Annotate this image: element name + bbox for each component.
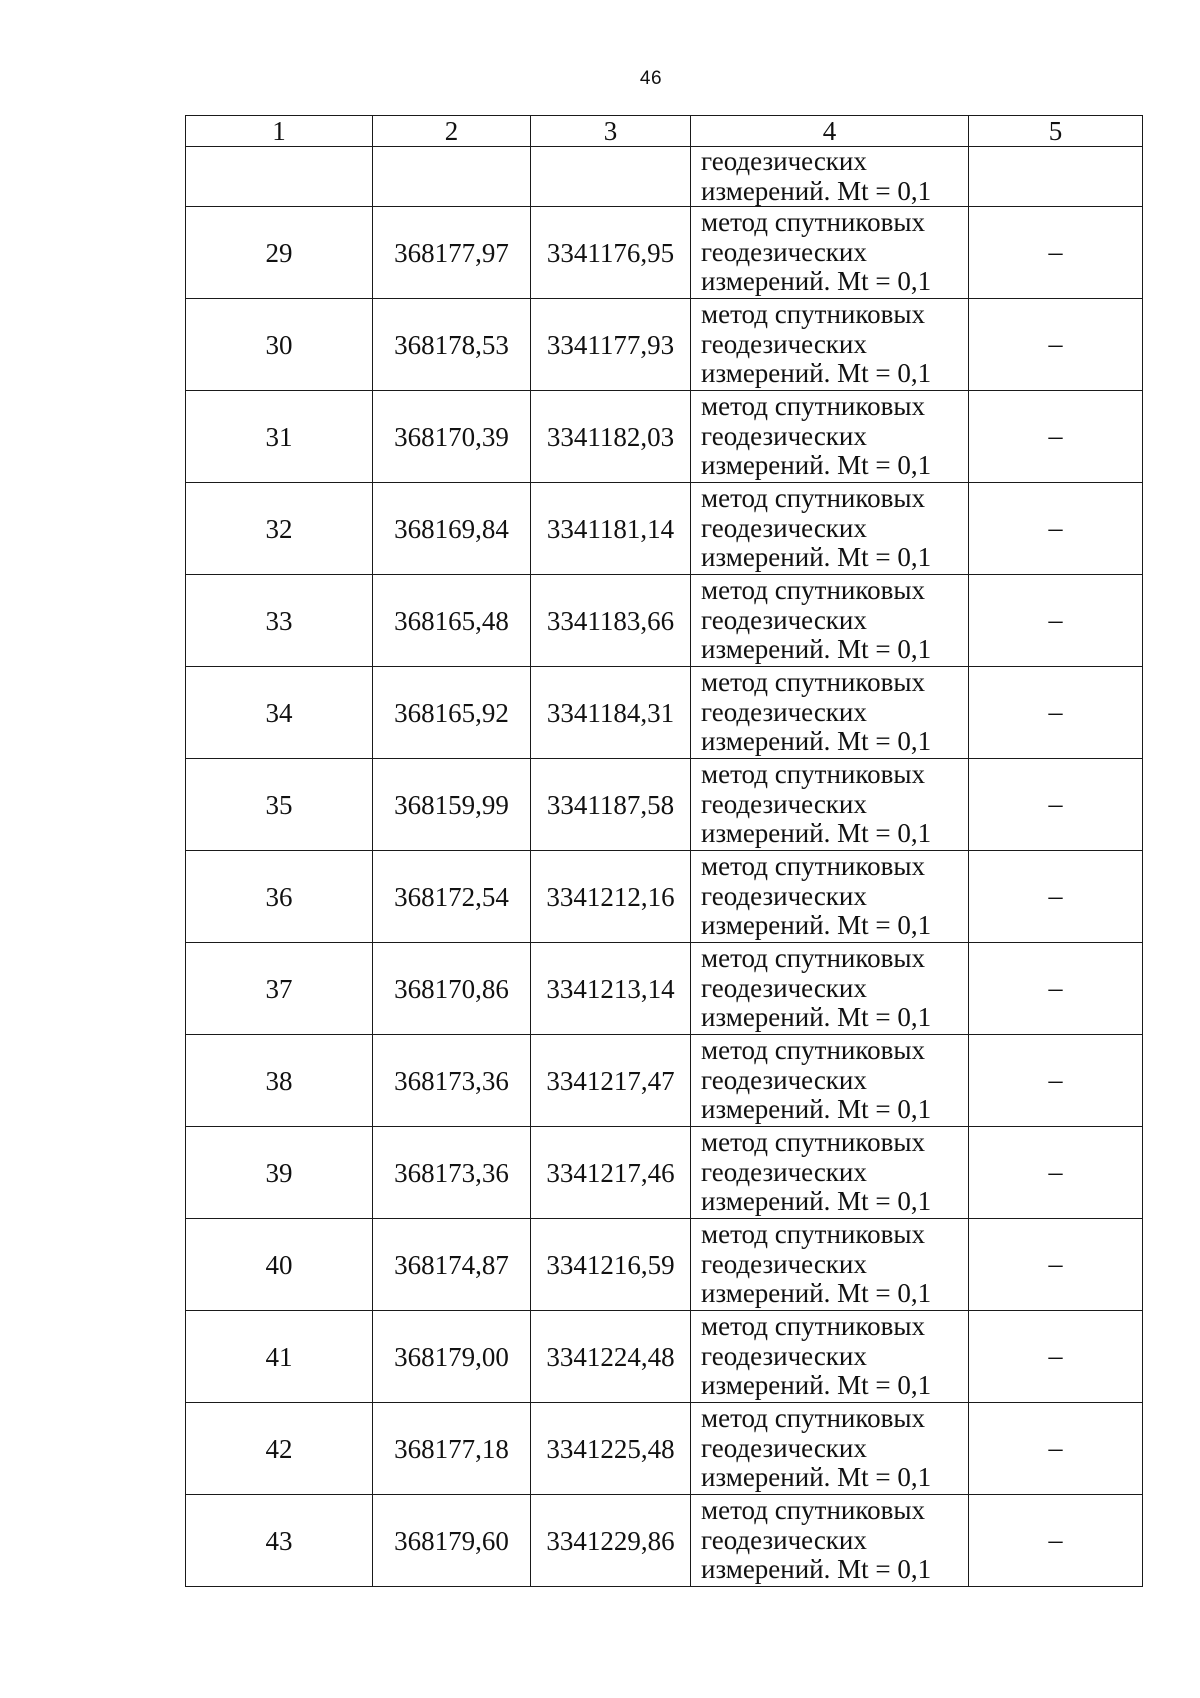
method-line: геодезических — [701, 1156, 867, 1187]
coordinates-table — [185, 115, 1143, 1587]
x-coordinate-cell: 368170,86 — [373, 943, 531, 1035]
method-line: измерений. Mt = 0,1 — [701, 450, 932, 481]
point-number-cell: 35 — [186, 759, 373, 851]
method-line: геодезических — [701, 604, 867, 635]
header-cell-col-3: 3 — [531, 116, 691, 147]
method-line: метод спутниковых — [701, 667, 925, 698]
note-cell: – — [969, 1127, 1143, 1219]
point-number-cell: 38 — [186, 1035, 373, 1127]
y-coordinate-cell: 3341176,95 — [531, 207, 691, 299]
x-coordinate-cell: 368165,48 — [373, 575, 531, 667]
note-cell: – — [969, 1219, 1143, 1311]
y-coordinate-cell: 3341224,48 — [531, 1311, 691, 1403]
method-line: измерений. Mt = 0,1 — [701, 726, 932, 757]
method-line: геодезических — [701, 1248, 867, 1279]
continuation-num-cell — [186, 147, 373, 207]
note-cell: – — [969, 1403, 1143, 1495]
note-cell: – — [969, 1495, 1143, 1587]
method-cell — [691, 1035, 969, 1127]
method-line: измерений. Mt = 0,1 — [701, 1370, 932, 1401]
point-number-cell: 39 — [186, 1127, 373, 1219]
x-coordinate-cell: 368159,99 — [373, 759, 531, 851]
method-line: геодезических — [701, 512, 867, 543]
note-cell: – — [969, 391, 1143, 483]
method-line: геодезических — [701, 696, 867, 727]
note-cell: – — [969, 851, 1143, 943]
method-line: геодезических — [701, 788, 867, 819]
method-line: геодезических — [701, 972, 867, 1003]
method-line: измерений. Mt = 0,1 — [701, 818, 932, 849]
method-line: измерений. Mt = 0,1 — [701, 542, 932, 573]
point-number-cell: 29 — [186, 207, 373, 299]
method-line: геодезических — [701, 328, 867, 359]
method-line: измерений. Mt = 0,1 — [701, 1554, 932, 1585]
method-line: геодезических — [701, 236, 867, 267]
header-cell-col-2: 2 — [373, 116, 531, 147]
method-line: геодезических — [701, 420, 867, 451]
y-coordinate-cell: 3341217,46 — [531, 1127, 691, 1219]
method-cell — [691, 1127, 969, 1219]
method-line: измерений. Mt = 0,1 — [701, 1278, 932, 1309]
method-line: метод спутниковых — [701, 1403, 925, 1434]
method-line: геодезических — [701, 146, 867, 176]
method-line: метод спутниковых — [701, 1311, 925, 1342]
method-line: метод спутниковых — [701, 207, 925, 238]
y-coordinate-cell: 3341187,58 — [531, 759, 691, 851]
method-cell — [691, 483, 969, 575]
method-line: метод спутниковых — [701, 943, 925, 974]
method-line: измерений. Mt = 0,1 — [701, 175, 932, 206]
x-coordinate-cell: 368170,39 — [373, 391, 531, 483]
point-number-cell: 40 — [186, 1219, 373, 1311]
point-number-cell: 32 — [186, 483, 373, 575]
point-number-cell: 37 — [186, 943, 373, 1035]
table-row — [186, 1495, 1143, 1587]
y-coordinate-cell: 3341181,14 — [531, 483, 691, 575]
method-line: измерений. Mt = 0,1 — [701, 1002, 932, 1033]
table-row — [186, 1127, 1143, 1219]
note-cell: – — [969, 1311, 1143, 1403]
method-line: измерений. Mt = 0,1 — [701, 1462, 932, 1493]
note-cell: – — [969, 207, 1143, 299]
method-line: измерений. Mt = 0,1 — [701, 634, 932, 665]
table-row — [186, 1035, 1143, 1127]
table-row — [186, 483, 1143, 575]
note-cell: – — [969, 575, 1143, 667]
table-row — [186, 943, 1143, 1035]
method-line: измерений. Mt = 0,1 — [701, 1094, 932, 1125]
method-line: метод спутниковых — [701, 1219, 925, 1250]
method-line: метод спутниковых — [701, 575, 925, 606]
continuation-x-cell — [373, 147, 531, 207]
point-number-cell: 33 — [186, 575, 373, 667]
method-line: метод спутниковых — [701, 851, 925, 882]
y-coordinate-cell: 3341212,16 — [531, 851, 691, 943]
x-coordinate-cell: 368173,36 — [373, 1127, 531, 1219]
x-coordinate-cell: 368169,84 — [373, 483, 531, 575]
x-coordinate-cell: 368179,60 — [373, 1495, 531, 1587]
header-cell-col-5: 5 — [969, 116, 1143, 147]
note-cell: – — [969, 759, 1143, 851]
y-coordinate-cell: 3341217,47 — [531, 1035, 691, 1127]
table-header-row — [186, 116, 1143, 147]
method-line: метод спутниковых — [701, 759, 925, 790]
page-number: 46 — [639, 68, 663, 89]
table-row — [186, 1311, 1143, 1403]
method-line: метод спутниковых — [701, 483, 925, 514]
x-coordinate-cell: 368174,87 — [373, 1219, 531, 1311]
method-cell — [691, 575, 969, 667]
method-cell — [691, 667, 969, 759]
x-coordinate-cell: 368165,92 — [373, 667, 531, 759]
method-cell — [691, 1495, 969, 1587]
x-coordinate-cell: 368172,54 — [373, 851, 531, 943]
continuation-y-cell — [531, 147, 691, 207]
point-number-cell: 42 — [186, 1403, 373, 1495]
point-number-cell: 31 — [186, 391, 373, 483]
point-number-cell: 43 — [186, 1495, 373, 1587]
method-cell — [691, 759, 969, 851]
method-line: измерений. Mt = 0,1 — [701, 1186, 932, 1217]
continuation-row — [186, 147, 1143, 207]
header-cell-col-1: 1 — [186, 116, 373, 147]
method-cell — [691, 1311, 969, 1403]
note-cell: – — [969, 667, 1143, 759]
method-line: геодезических — [701, 1432, 867, 1463]
y-coordinate-cell: 3341216,59 — [531, 1219, 691, 1311]
y-coordinate-cell: 3341184,31 — [531, 667, 691, 759]
method-cell — [691, 1219, 969, 1311]
x-coordinate-cell: 368173,36 — [373, 1035, 531, 1127]
note-cell: – — [969, 483, 1143, 575]
method-cell — [691, 391, 969, 483]
note-cell: – — [969, 299, 1143, 391]
method-line: измерений. Mt = 0,1 — [701, 266, 932, 297]
method-line: метод спутниковых — [701, 299, 925, 330]
note-cell: – — [969, 943, 1143, 1035]
y-coordinate-cell: 3341225,48 — [531, 1403, 691, 1495]
x-coordinate-cell: 368179,00 — [373, 1311, 531, 1403]
method-line: метод спутниковых — [701, 1495, 925, 1526]
x-coordinate-cell: 368178,53 — [373, 299, 531, 391]
table-row — [186, 1219, 1143, 1311]
method-line: геодезических — [701, 1064, 867, 1095]
method-cell — [691, 943, 969, 1035]
point-number-cell: 30 — [186, 299, 373, 391]
table-row — [186, 299, 1143, 391]
y-coordinate-cell: 3341183,66 — [531, 575, 691, 667]
method-line: метод спутниковых — [701, 1127, 925, 1158]
y-coordinate-cell: 3341182,03 — [531, 391, 691, 483]
point-number-cell: 41 — [186, 1311, 373, 1403]
table-row — [186, 759, 1143, 851]
method-line: измерений. Mt = 0,1 — [701, 910, 932, 941]
table-row — [186, 391, 1143, 483]
method-line: измерений. Mt = 0,1 — [701, 358, 932, 389]
continuation-note-cell — [969, 147, 1143, 207]
header-cell-col-4: 4 — [691, 116, 969, 147]
note-cell: – — [969, 1035, 1143, 1127]
y-coordinate-cell: 3341229,86 — [531, 1495, 691, 1587]
method-cell — [691, 1403, 969, 1495]
continuation-method-cell — [691, 147, 969, 207]
method-line: метод спутниковых — [701, 1035, 925, 1066]
y-coordinate-cell: 3341213,14 — [531, 943, 691, 1035]
method-cell — [691, 851, 969, 943]
table-row — [186, 667, 1143, 759]
method-cell — [691, 299, 969, 391]
x-coordinate-cell: 368177,18 — [373, 1403, 531, 1495]
y-coordinate-cell: 3341177,93 — [531, 299, 691, 391]
table-row — [186, 851, 1143, 943]
x-coordinate-cell: 368177,97 — [373, 207, 531, 299]
table-row — [186, 207, 1143, 299]
method-line: геодезических — [701, 1340, 867, 1371]
method-line: геодезических — [701, 1524, 867, 1555]
method-line: метод спутниковых — [701, 391, 925, 422]
table-row — [186, 575, 1143, 667]
point-number-cell: 36 — [186, 851, 373, 943]
point-number-cell: 34 — [186, 667, 373, 759]
method-line: геодезических — [701, 880, 867, 911]
table-row — [186, 1403, 1143, 1495]
method-cell — [691, 207, 969, 299]
